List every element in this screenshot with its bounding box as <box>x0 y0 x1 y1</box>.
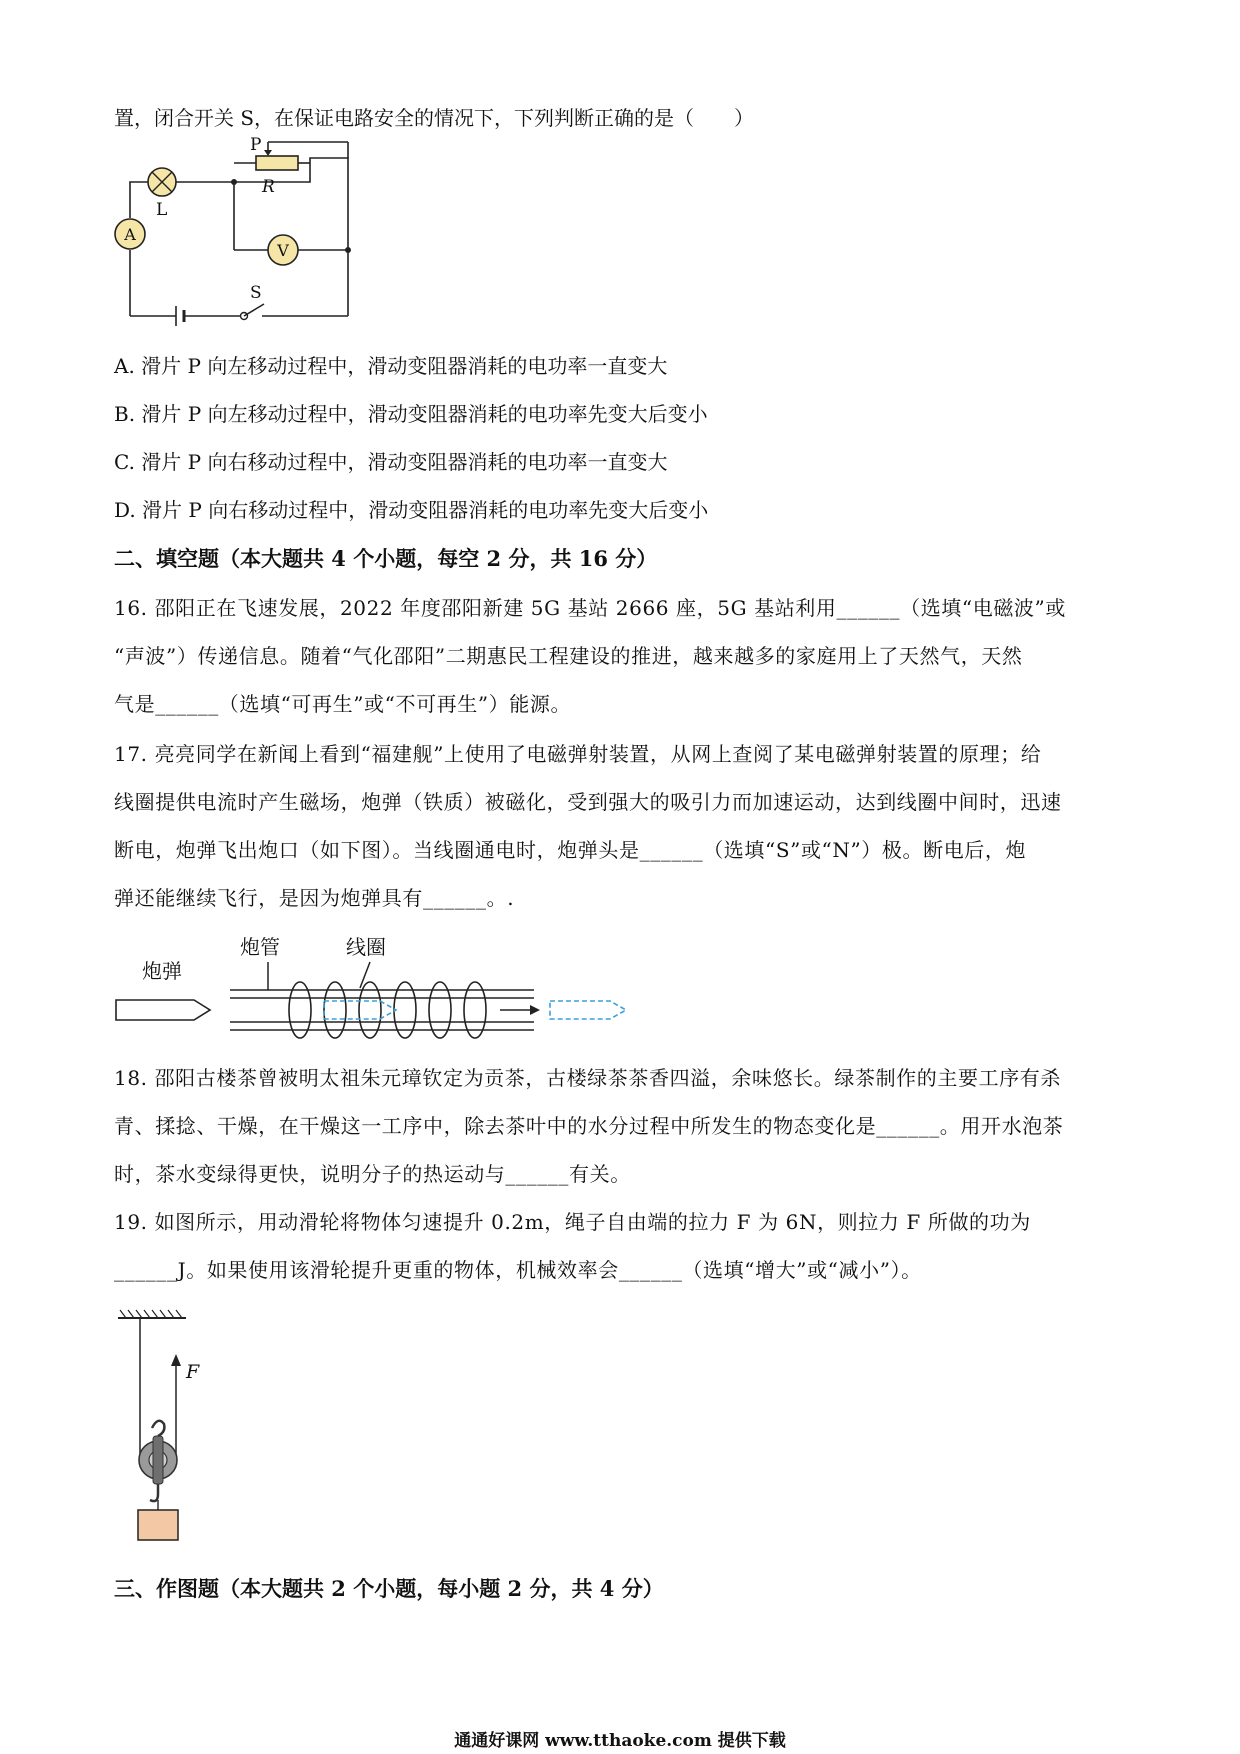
battery-symbol <box>176 306 184 326</box>
ammeter-label: A <box>124 225 136 244</box>
option-c: C. 滑片 P 向右移动过程中，滑动变阻器消耗的电功率一直变大 <box>114 450 668 474</box>
q18-line-1: 18. 邵阳古楼茶曾被明太祖朱元璋钦定为贡茶，古楼绿茶茶香四溢，余味悠长。绿茶制作的主要工序有杀 <box>114 1066 1061 1090</box>
q18-line-2: 青、揉捻、干燥，在干燥这一工序中，除去茶叶中的水分过程中所发生的物态变化是______。用开水泡茶 <box>114 1114 1064 1138</box>
q19-line-1: 19. 如图所示，用动滑轮将物体匀速提升 0.2m，绳子自由端的拉力 F 为 6N，则拉力 F 所做的功为 <box>114 1210 1031 1234</box>
q16-line-2: “声波”）传递信息。随着“气化邵阳”二期惠民工程建设的推进，越来越多的家庭用上了天然气，天然 <box>114 644 1023 668</box>
option-b: B. 滑片 P 向左移动过程中，滑动变阻器消耗的电功率先变大后变小 <box>114 402 708 426</box>
slider-label: P <box>250 135 262 155</box>
section2-heading: 二、填空题（本大题共 4 个小题，每空 2 分，共 16 分） <box>114 546 658 571</box>
q17-line-4: 弹还能继续飞行，是因为炮弹具有______。. <box>114 886 515 910</box>
shell-body <box>116 1000 210 1020</box>
q18-line-3: 时，茶水变绿得更快，说明分子的热运动与______有关。 <box>114 1162 631 1186</box>
barrel-label: 炮管 <box>240 935 280 959</box>
circuit-diagram <box>110 135 360 338</box>
voltmeter-symbol <box>268 235 298 265</box>
lamp-label: L <box>156 200 168 220</box>
q16-line-3: 气是______（选填“可再生”或“不可再生”）能源。 <box>114 692 572 716</box>
option-d: D. 滑片 P 向右移动过程中，滑动变阻器消耗的电功率先变大后变小 <box>114 498 709 522</box>
section3-heading: 三、作图题（本大题共 2 个小题，每小题 2 分，共 4 分） <box>114 1576 664 1601</box>
shell-label: 炮弹 <box>142 959 182 983</box>
weight-block <box>138 1510 178 1540</box>
q16-line-1: 16. 邵阳正在飞速发展，2022 年度邵阳新建 5G 基站 2666 座，5G 基站利用______（选填“电磁波”或 <box>114 596 1066 620</box>
switch-symbol <box>241 304 265 320</box>
q19-line-2: ______J。如果使用该滑轮提升更重的物体，机械效率会______（选填“增大”或“减小”）。 <box>114 1258 922 1282</box>
q15-stem-tail: 置，闭合开关 S，在保证电路安全的情况下，下列判断正确的是（ ） <box>114 106 755 130</box>
lamp-symbol <box>148 168 176 196</box>
launcher-diagram <box>110 930 670 1030</box>
page-footer: 通通好课网 www.tthaoke.com 提供下载 <box>454 1731 786 1751</box>
force-label: F <box>186 1361 200 1383</box>
ammeter-symbol <box>115 219 145 249</box>
pulley-wheel <box>139 1436 177 1484</box>
option-a: A. 滑片 P 向左移动过程中，滑动变阻器消耗的电功率一直变大 <box>114 354 668 378</box>
q17-line-1: 17. 亮亮同学在新闻上看到“福建舰”上使用了电磁弹射装置，从网上查阅了某电磁弹射装置的原理；给 <box>114 742 1042 766</box>
coil-label: 线圈 <box>346 935 386 959</box>
resistor-label: R <box>262 177 275 197</box>
q17-line-2: 线圈提供电流时产生磁场，炮弹（铁质）被磁化，受到强大的吸引力而加速运动，达到线圈中间时，迅速 <box>114 790 1062 814</box>
switch-label: S <box>250 283 262 303</box>
pulley-diagram <box>110 1300 230 1550</box>
q17-line-3: 断电，炮弹飞出炮口（如下图）。当线圈通电时，炮弹头是______（选填“S”或“N”）极。断电后，炮 <box>114 838 1027 862</box>
voltmeter-label: V <box>277 241 289 260</box>
